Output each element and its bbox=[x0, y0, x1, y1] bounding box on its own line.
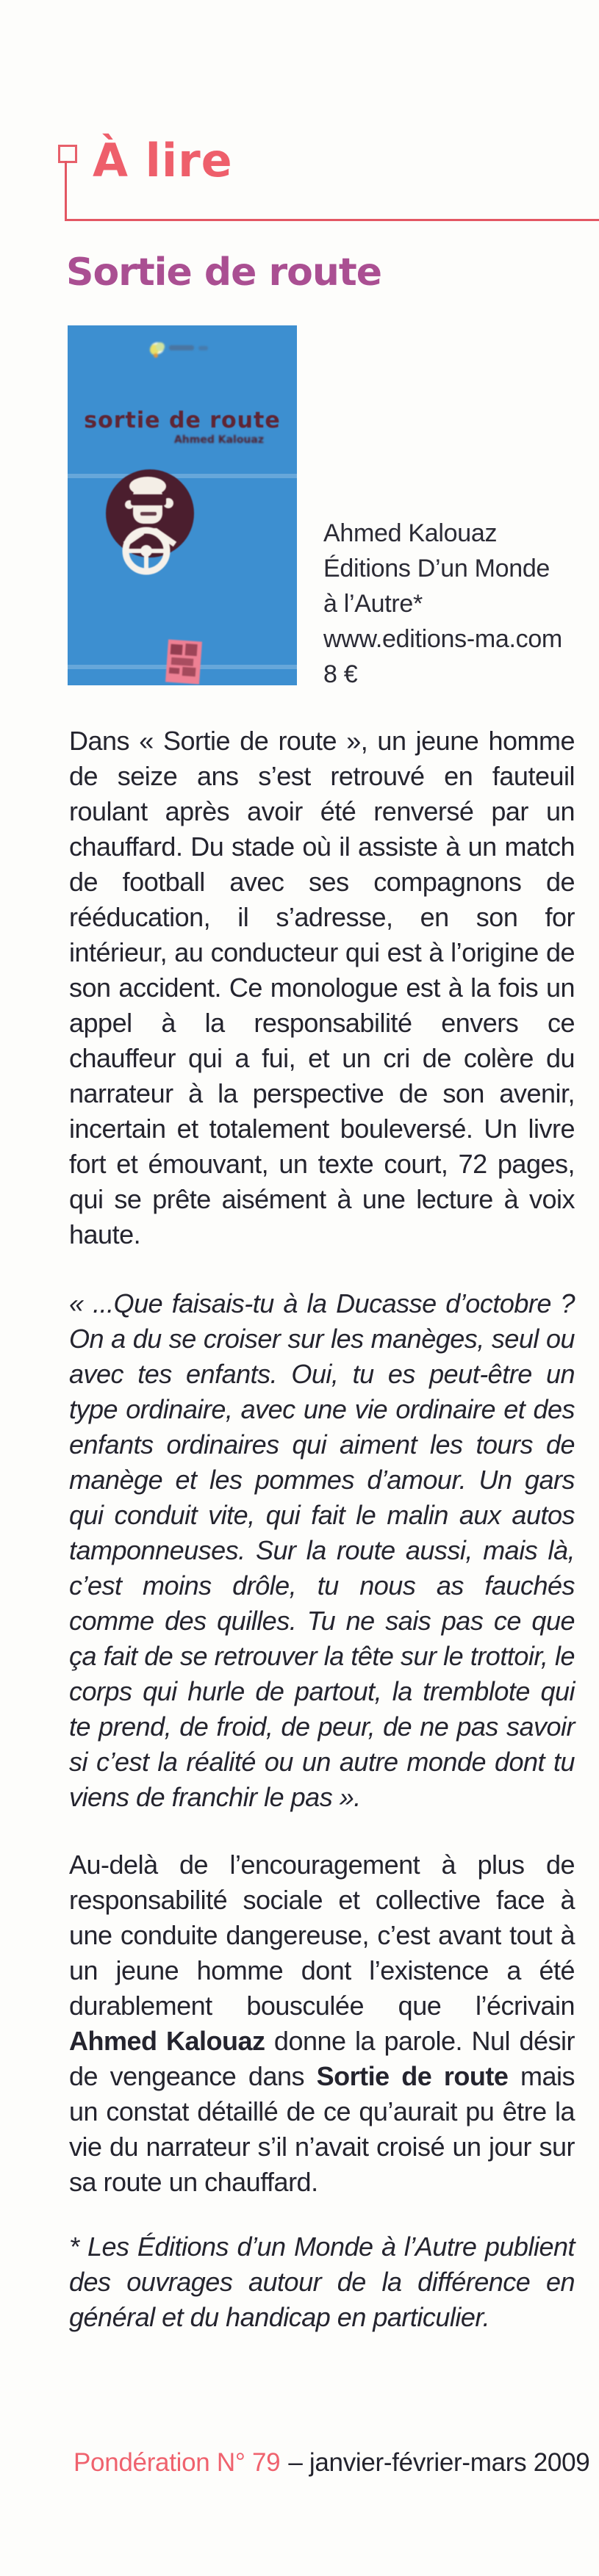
paragraph-footnote: * Les Éditions d’un Monde à l’Autre publient des ouvrages autour de la différence en général et du handicap en particulier. bbox=[69, 2232, 575, 2332]
section-heading: À lire bbox=[93, 134, 233, 187]
section-marker-square-icon bbox=[58, 145, 77, 163]
cover-author-name: Ahmed Kalouaz bbox=[173, 434, 264, 446]
book-author: Ahmed Kalouaz bbox=[323, 519, 498, 547]
journal-name: Pondération N° 79 bbox=[73, 2448, 281, 2477]
paragraph-comment bbox=[69, 1847, 575, 2200]
section-rule-horizontal bbox=[65, 219, 599, 221]
issue-date: – janvier-février-mars 2009 bbox=[288, 2448, 590, 2477]
section-rule-vertical bbox=[65, 161, 67, 220]
page-footer bbox=[73, 2449, 589, 2478]
bold-book-title: Sortie de route bbox=[316, 2061, 509, 2091]
book-cover-image bbox=[68, 325, 297, 685]
book-publisher-line2: à l’Autre* bbox=[323, 590, 423, 618]
cover-book-title: sortie de route bbox=[84, 408, 281, 433]
book-website: www.editions-ma.com bbox=[323, 625, 562, 653]
comment-text-1: Au-delà de l’encouragement à plus de responsabilité sociale et collective face à une conduite dangereuse, c’est avant tout à un jeune homme dont l’existence a été durablement bousculée que l’écrivain bbox=[69, 1850, 575, 2021]
article-body bbox=[69, 724, 575, 2335]
stamp-marks bbox=[165, 639, 202, 684]
bold-author-name: Ahmed Kalouaz bbox=[69, 2026, 265, 2056]
comment-text-3: mais un constat détaillé de ce qu’aurait pu être la vie du narrateur s’il n’avait croisé un jour sur sa route un chauffard. bbox=[69, 2061, 575, 2197]
book-publisher-line1: Éditions D’un Monde bbox=[323, 555, 550, 582]
driver-portrait-illustration bbox=[101, 465, 201, 579]
article-title: Sortie de route bbox=[66, 250, 381, 295]
paragraph-quote: « ...Que faisais-tu à la Ducasse d’octobre ? On a du se croiser sur les manèges, seul ou avec tes enfants. Oui, tu es peut-être un type ordinaire, avec une vie ordinaire et des enfants ordinaires qui aiment les tours de manège et les pommes d’amour. Un gars qui conduit vite, qui fait le malin aux autos tamponneuses. Sur la route aussi, mais là, c’est moins drôle, tu nous as fauchés comme des quilles. Tu ne sais pas ce que ça fait de se retrouver la tête sur le trottoir, le corps qui hurle de partout, la tremblote qui te prend, de froid, de peur, de ne pas savoir si c’est la réalité ou un autre monde dont tu viens de franchir le pas ». bbox=[69, 1288, 575, 1812]
ink-stamp bbox=[165, 639, 202, 684]
book-info bbox=[323, 516, 562, 692]
publisher-logo-icon bbox=[147, 340, 217, 362]
comment-text-2: donne la parole. Nul désir de vengeance dans bbox=[69, 2026, 575, 2091]
paragraph-summary: Dans « Sortie de route », un jeune homme de seize ans s’est retrouvé en fauteuil roulant après avoir été renversé par un chauffard. Du stade où il assiste à un match de football avec ses compagnons de rééducation, il s’adresse, en son for intérieur, au conducteur qui est à l’origine de son accident. Ce monologue est à la fois un appel à la responsabilité envers ce chauffeur qui a fui, et un cri de colère du narrateur à la perspective de son avenir, incertain et totalement bouleversé. Un livre fort et émouvant, un texte court, 72 pages, qui se prête aisément à une lecture à voix haute. bbox=[69, 726, 575, 1249]
book-price: 8 € bbox=[323, 660, 358, 688]
